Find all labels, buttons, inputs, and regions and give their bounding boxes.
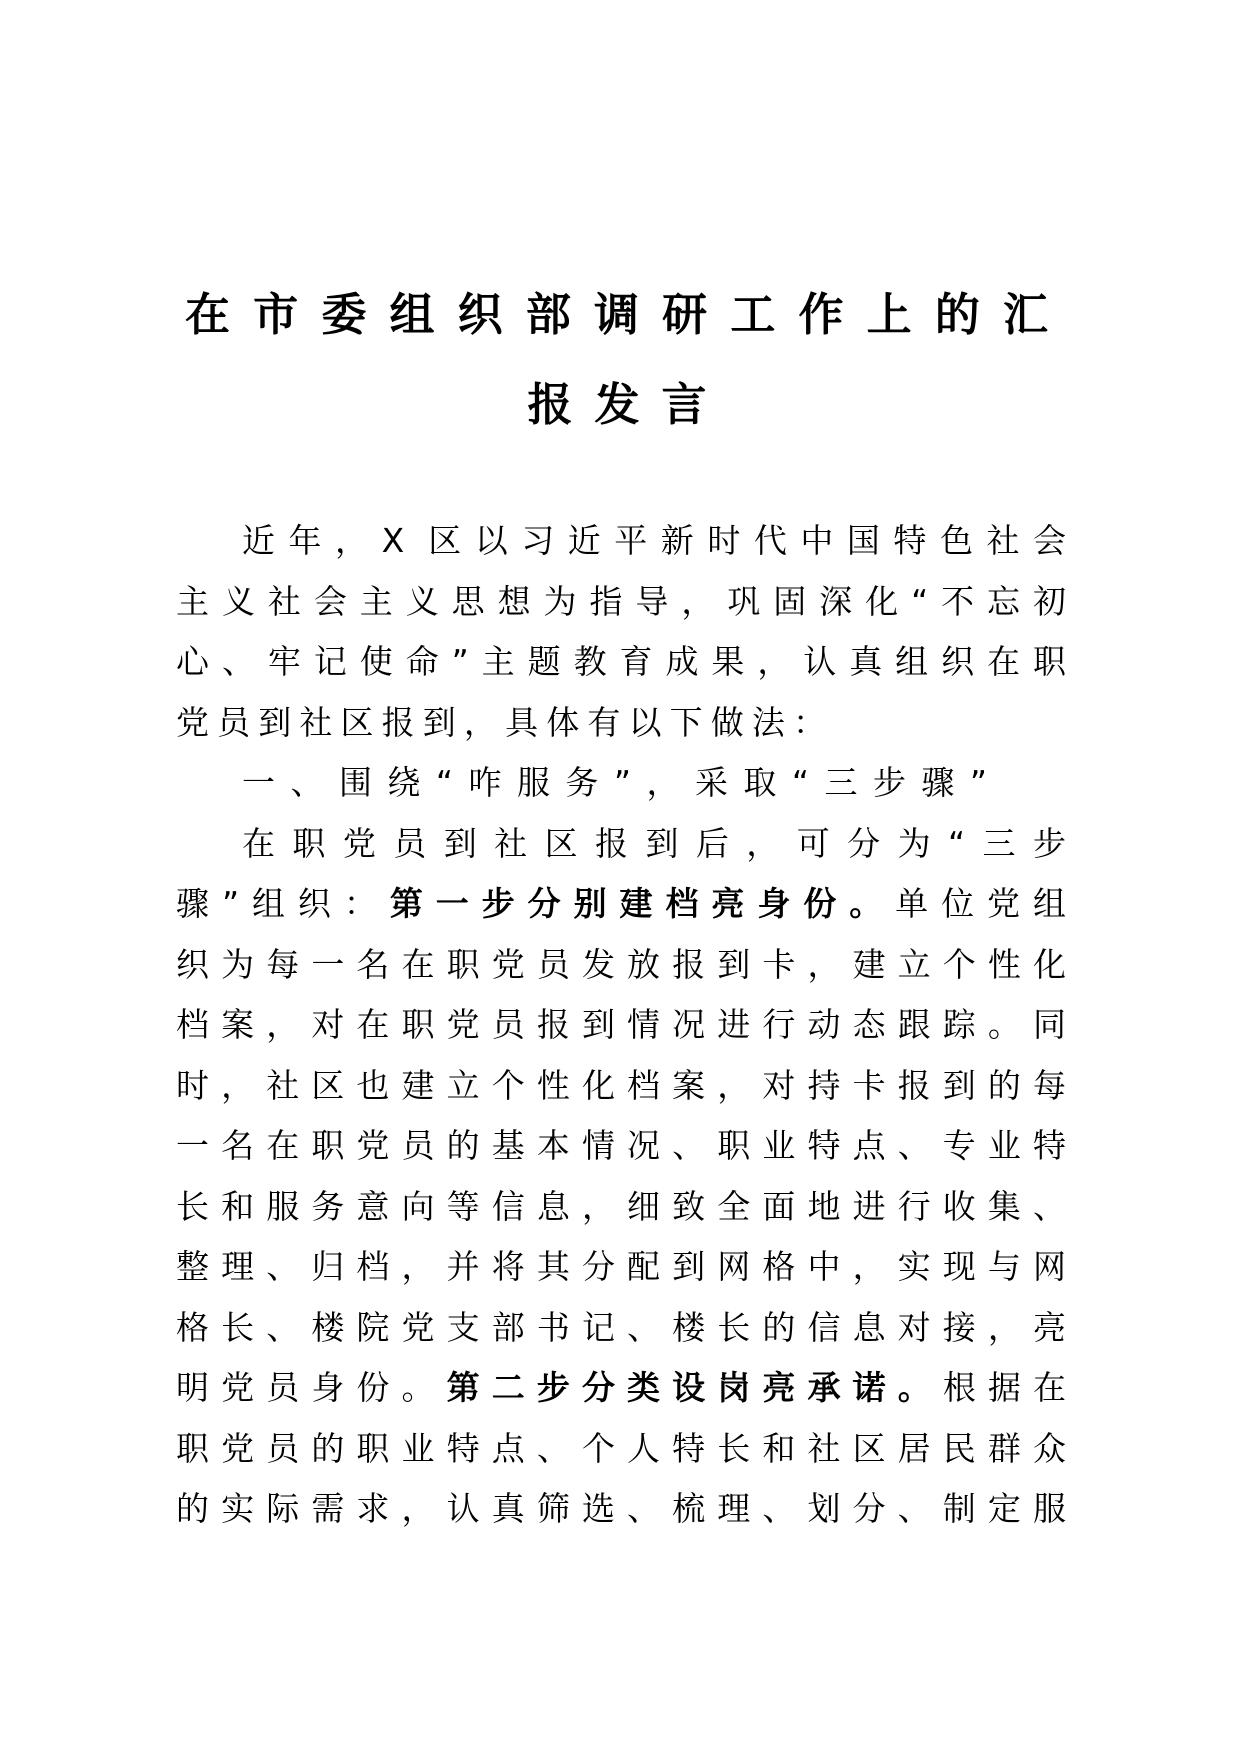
- paragraph-line: [242, 824, 1066, 864]
- text-segment: 心、牢记使命”主题教育成果，认真组织在职: [176, 642, 1066, 681]
- text-segment: 织为每一名在职党员发放报到卡，建立个性化: [176, 944, 1066, 984]
- bold-step-title: 第一步分别建档亮身份。: [389, 884, 896, 923]
- text-segment: 时，社区也建立个性化档案，对持卡报到的每: [176, 1065, 1066, 1105]
- bold-step-title: 第二步分类设岗亮承诺。: [446, 1368, 943, 1407]
- paragraph-line: [176, 642, 1066, 682]
- text-segment: 一、围绕“咋服务”，采取“三步骤”: [242, 763, 987, 802]
- paragraph-line: [176, 1187, 1066, 1227]
- paragraph-line: [176, 1308, 1066, 1348]
- text-segment: 近年，X 区以习近平新时代中国特色社会: [242, 521, 1066, 560]
- document-title-line-2: 报发言: [527, 378, 729, 431]
- paragraph-line: [176, 1489, 1066, 1529]
- text-segment: 一名在职党员的基本情况、职业特点、专业特: [176, 1126, 1066, 1165]
- paragraph-line: [176, 1247, 1066, 1287]
- paragraph-line: [176, 1368, 1066, 1408]
- paragraph-line: [176, 884, 1066, 924]
- paragraph-line: [176, 1126, 1066, 1166]
- text-segment: 党员到社区报到，具体有以下做法：: [176, 702, 826, 742]
- document-title-line-1: 在市委组织部调研工作上的汇: [185, 288, 1048, 341]
- text-segment: 长和服务意向等信息，细致全面地进行收集、: [176, 1186, 1066, 1226]
- section-heading: [242, 763, 987, 803]
- paragraph-line: [176, 1066, 1066, 1106]
- text-segment: 档案，对在职党员报到情况进行动态跟踪。同: [176, 1005, 1066, 1044]
- text-segment: 的实际需求，认真筛选、梳理、划分、制定服: [176, 1489, 1066, 1528]
- paragraph-line: [176, 703, 826, 743]
- text-segment: 单位党组: [895, 884, 1066, 923]
- text-segment: 格长、楼院党支部书记、楼长的信息对接，亮: [176, 1307, 1066, 1347]
- text-segment: 在职党员到社区报到后，可分为“三步: [242, 823, 1066, 863]
- paragraph-line: [176, 582, 1066, 622]
- paragraph-line: [242, 521, 1066, 561]
- text-segment: 职党员的职业特点、个人特长和社区居民群众: [176, 1428, 1066, 1468]
- text-segment: 明党员身份。: [176, 1368, 447, 1407]
- text-segment: 整理、归档，并将其分配到网格中，实现与网: [176, 1247, 1066, 1286]
- text-segment: 主义社会主义思想为指导，巩固深化“不忘初: [176, 581, 1066, 621]
- paragraph-line: [176, 945, 1066, 985]
- paragraph-line: [176, 1005, 1066, 1045]
- text-segment: 骤”组织：: [176, 884, 390, 923]
- text-segment: 根据在: [942, 1368, 1067, 1407]
- paragraph-line: [176, 1429, 1066, 1469]
